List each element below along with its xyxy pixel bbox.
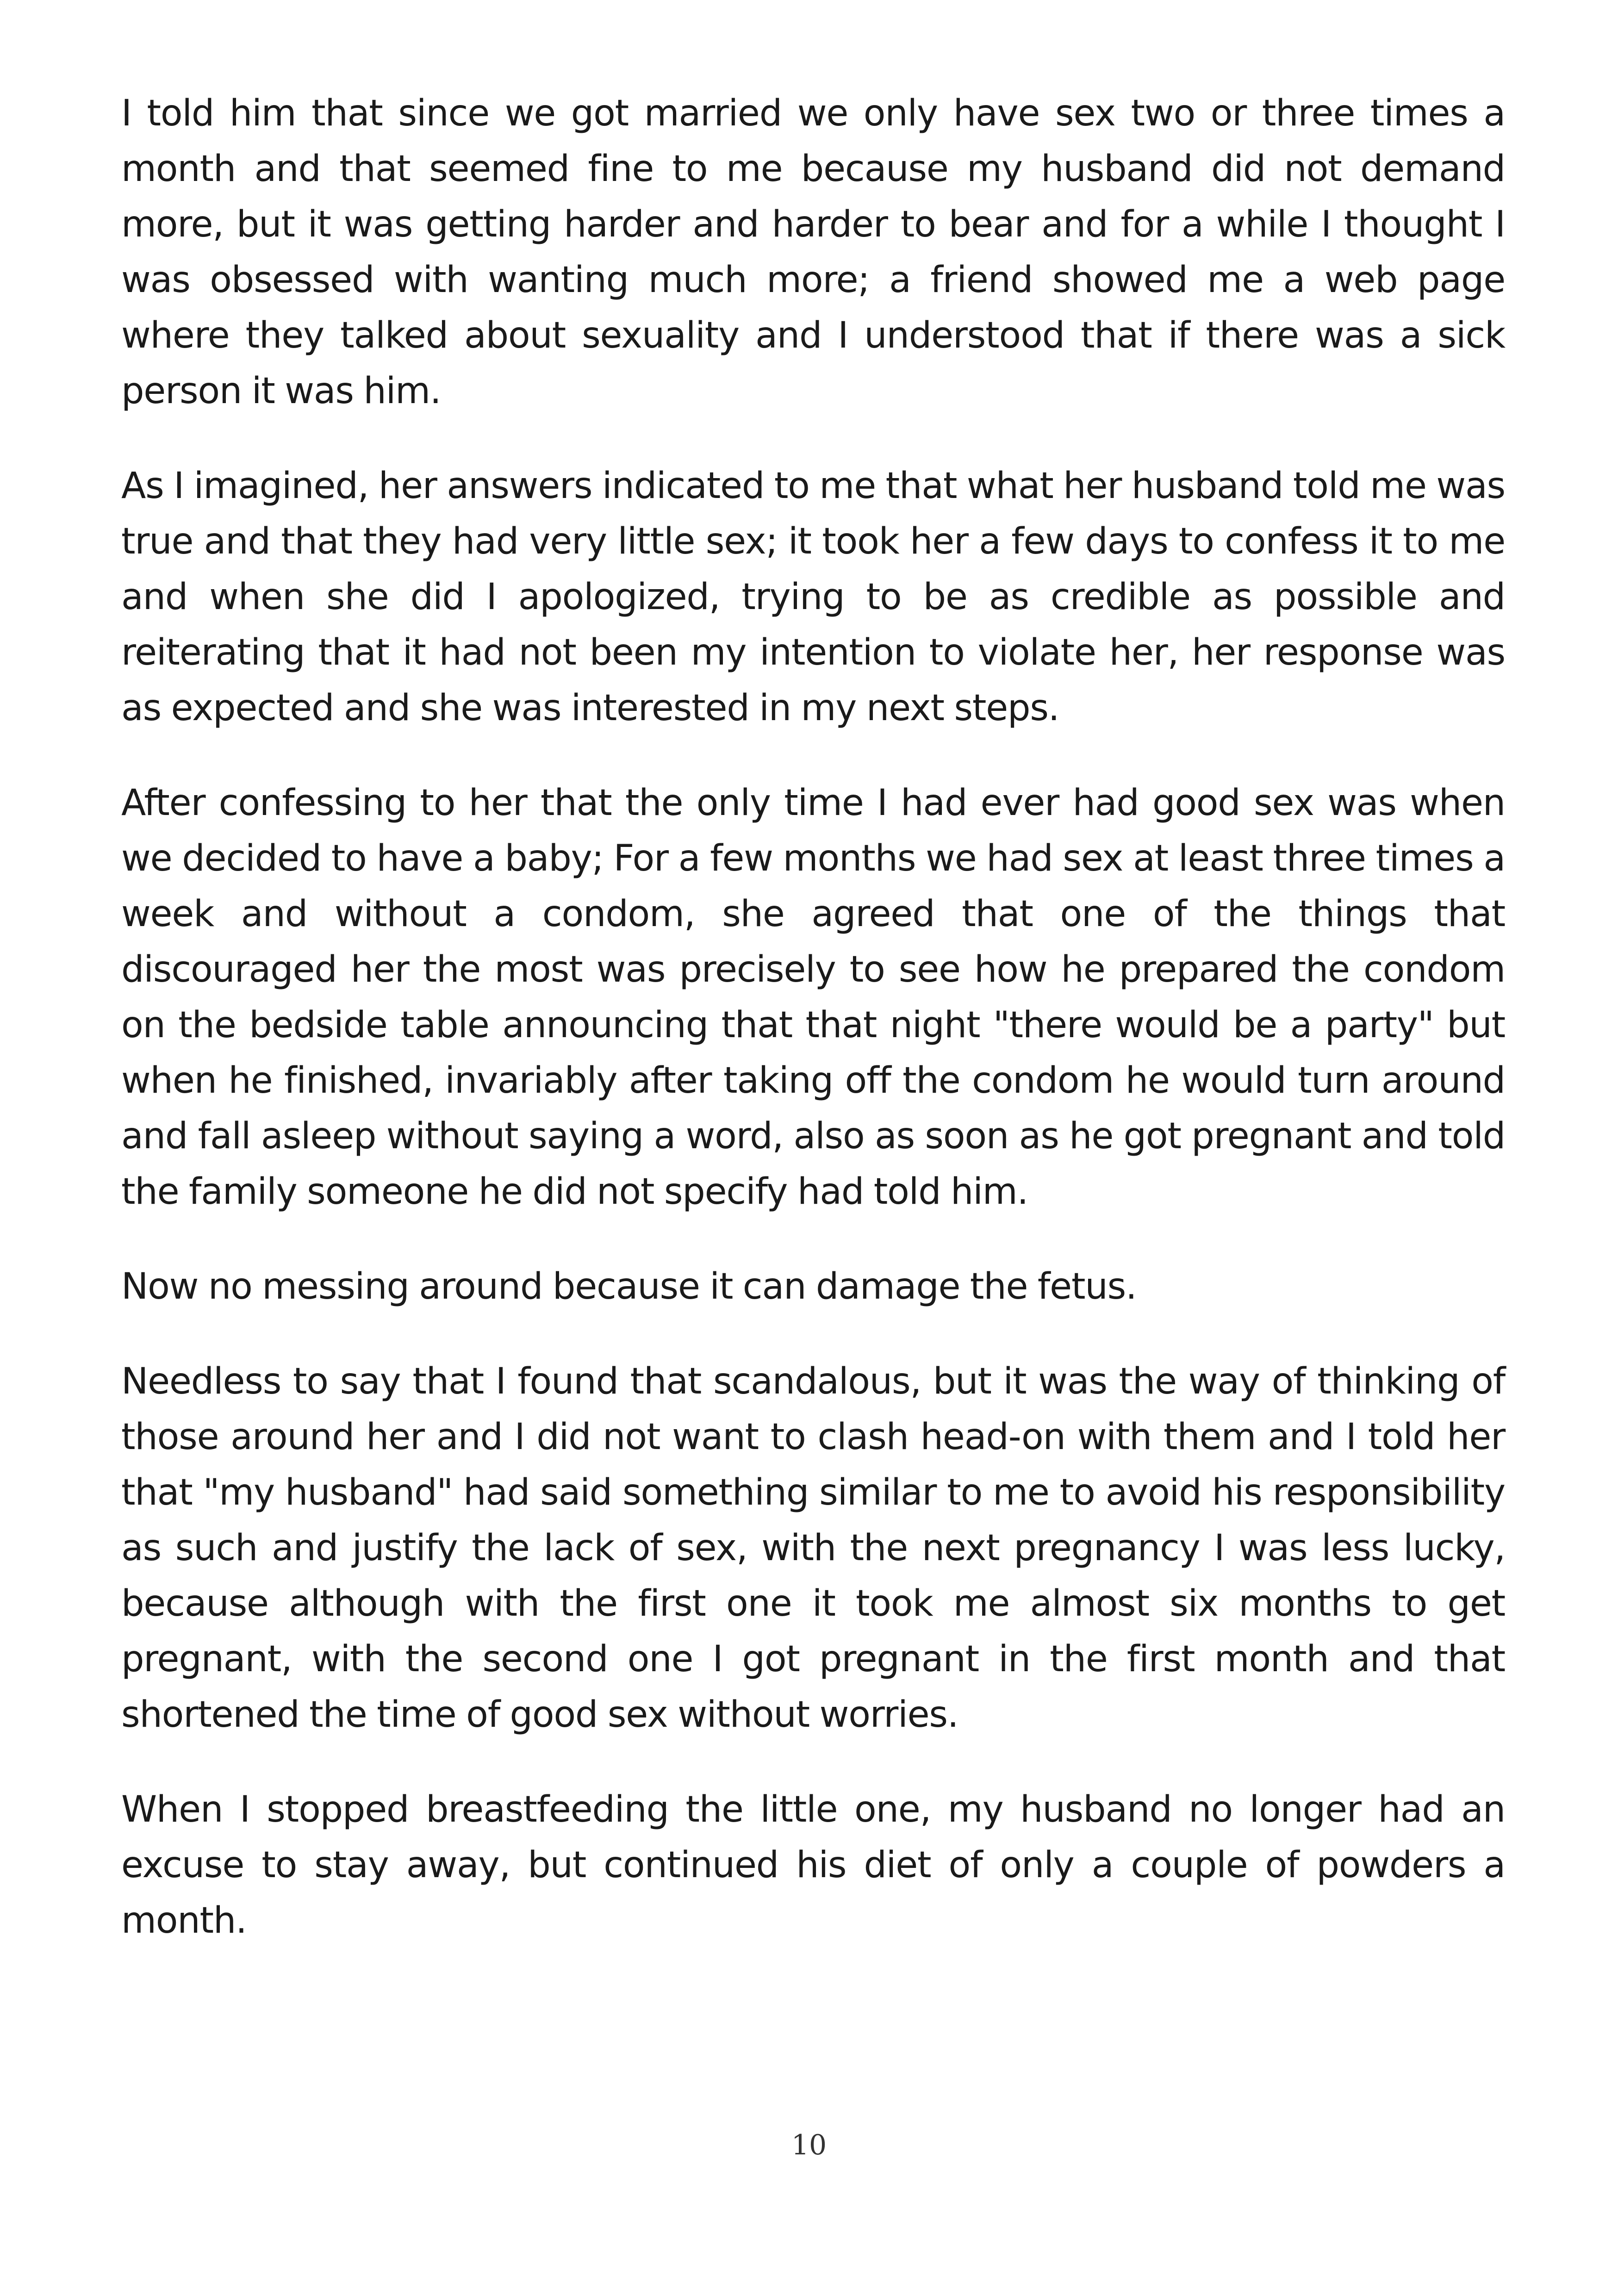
paragraph-2: As I imagined, her answers indicated to me that what her husband told me was true and that they had very little sex; it took her a few days to confess it to me and when she did I apologized, trying to be as credible as possible and reiterating that it had not been my intention to violate her, her response was as expected and she was interested in my next steps. bbox=[121, 465, 1505, 729]
paragraph-1: I told him that since we got married we only have sex two or three times a month and that seemed fine to me because my husband did not demand more, but it was getting harder and harder to bear and for a while I thought I was obsessed with wanting much more; a friend showed me a web page where they talked about sexuality and I understood that if there was a sick person it was him. bbox=[121, 93, 1505, 412]
paragraph-4: Now no messing around because it can damage the fetus. bbox=[121, 1266, 1137, 1307]
paragraph-5: Needless to say that I found that scandalous, but it was the way of thinking of those around her and I did not want to clash head-on with them and I told her that "my husband" had said something similar to me to avoid his responsibility as such and justify the lack of sex, with the next pregnancy I was less lucky, because although with the first one it took me almost six months to get pregnant, with the second one I got pregnant in the first month and that shortened the time of good sex without worries. bbox=[121, 1361, 1505, 1736]
body-text bbox=[121, 86, 1505, 1988]
paragraph-6: When I stopped breastfeeding the little one, my husband no longer had an excuse to stay away, but continued his diet of only a couple of powders a month. bbox=[121, 1789, 1505, 1941]
paragraph-3: After confessing to her that the only time I had ever had good sex was when we decided to have a baby; For a few months we had sex at least three times a week and without a condom, she agreed that one of the things that discouraged her the most was precisely to see how he prepared the condom on the bedside table announcing that that night "there would be a party" but when he finished, invariably after taking off the condom he would turn around and fall asleep without saying a word, also as soon as he got pregnant and told the family someone he did not specify had told him. bbox=[121, 782, 1505, 1213]
page-number: 10 bbox=[791, 2129, 827, 2161]
